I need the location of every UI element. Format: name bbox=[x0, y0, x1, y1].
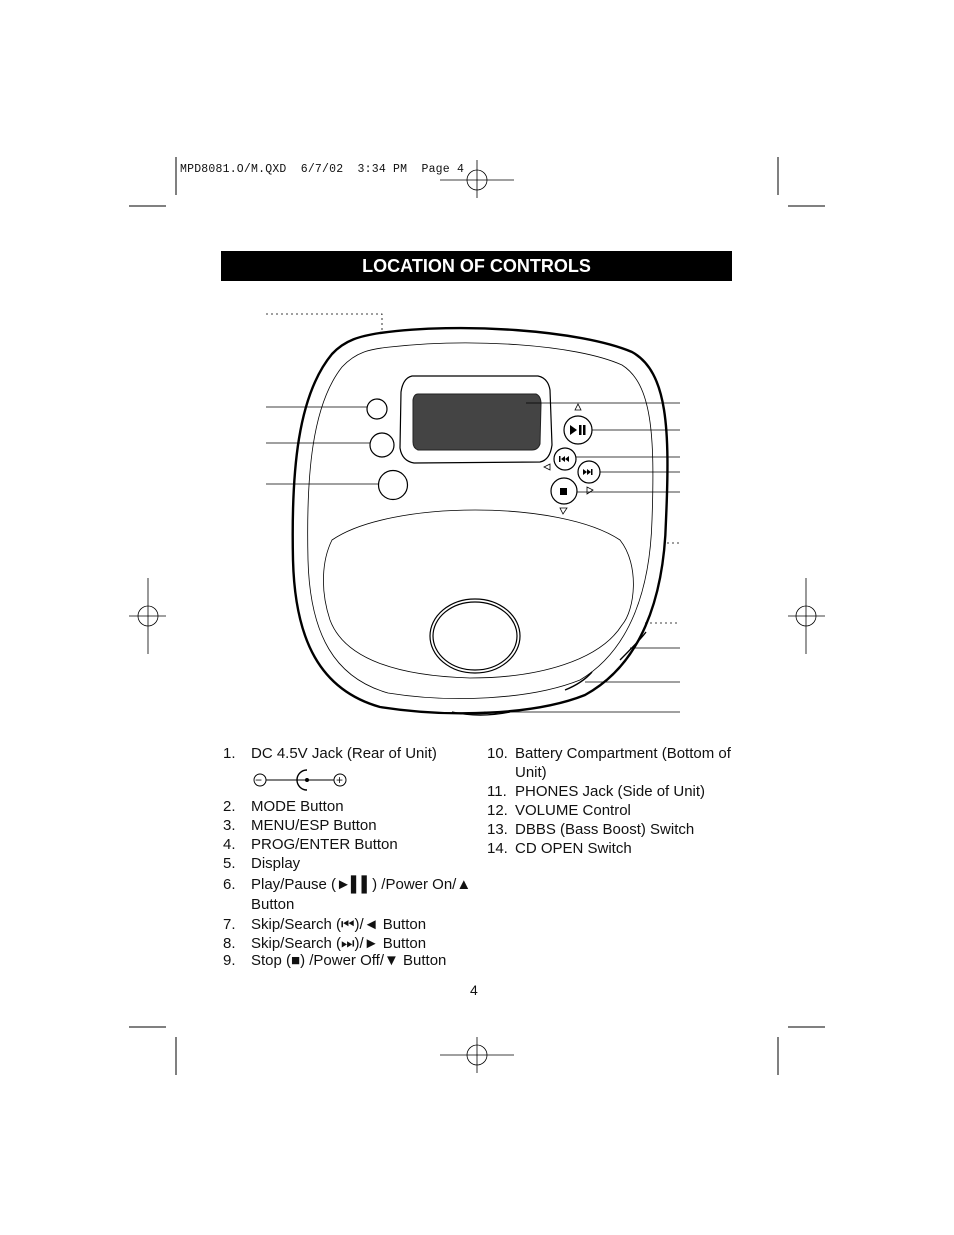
list-item: 4. PROG/ENTER Button bbox=[223, 836, 398, 853]
header-file: MPD8081.O/M.QXD bbox=[180, 163, 287, 176]
header-page: Page 4 bbox=[421, 163, 465, 176]
list-item: 13. DBBS (Bass Boost) Switch bbox=[487, 821, 695, 838]
header-time: 3:34 PM bbox=[357, 163, 408, 176]
page-number: 4 bbox=[470, 982, 478, 998]
list-item: 3. MENU/ESP Button bbox=[223, 817, 377, 834]
lcd-display bbox=[413, 394, 541, 450]
polarity-minus: − bbox=[255, 773, 263, 787]
list-item: 8. Skip/Search (⏭)/► Button bbox=[223, 935, 427, 952]
dc-polarity-symbol bbox=[223, 763, 483, 797]
polarity-plus: + bbox=[336, 773, 344, 787]
cd-lid bbox=[323, 510, 633, 678]
mode-button-shape bbox=[367, 399, 387, 419]
section-title: LOCATION OF CONTROLS bbox=[221, 251, 732, 281]
list-item: 7. Skip/Search (⏮)/◄ Button bbox=[223, 916, 427, 933]
list-item: 11. PHONES Jack (Side of Unit) bbox=[487, 783, 706, 800]
list-item: 2. MODE Button bbox=[223, 798, 344, 815]
player-body-outline bbox=[293, 328, 668, 713]
prog-enter-button-shape bbox=[379, 471, 408, 500]
play-pause-button-shape bbox=[564, 416, 592, 444]
cd-window bbox=[430, 599, 520, 673]
list-item: 12. VOLUME Control bbox=[487, 802, 631, 819]
list-item: 14. CD OPEN Switch bbox=[487, 840, 632, 857]
list-item: 5. Display bbox=[223, 855, 301, 872]
list-item: 9. Stop (■) /Power Off/▼ Button bbox=[223, 952, 447, 969]
header-date: 6/7/02 bbox=[300, 163, 344, 176]
menu-esp-button-shape bbox=[370, 433, 394, 457]
list-item: 1. DC 4.5V Jack (Rear of Unit) bbox=[223, 745, 437, 762]
leader-lines bbox=[266, 314, 680, 712]
list-item: 10. Battery Compartment (Bottom of Unit) bbox=[487, 745, 731, 781]
controls-list-right bbox=[487, 744, 737, 858]
controls-list-left bbox=[223, 744, 483, 969]
list-item: 6. Play/Pause (►▌▌) /Power On/▲ Button bbox=[223, 876, 472, 913]
